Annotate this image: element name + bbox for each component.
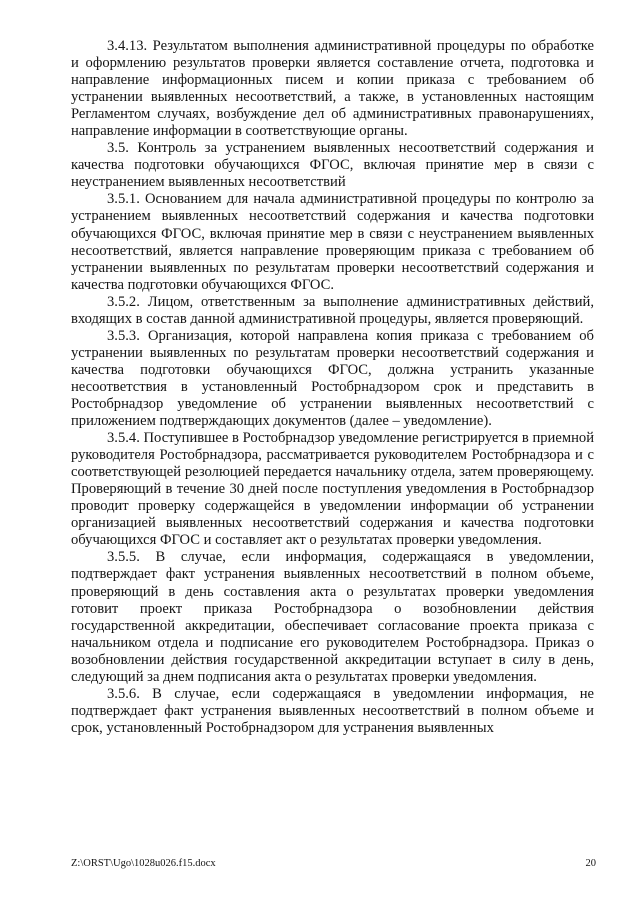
paragraph-3-4-13: 3.4.13. Результатом выполнения административной процедуры по обработке и оформлению результатов проверки является составление отчета, подготовка и направление информационных писем и копии приказа с требованием об устранении выявленных несоответствий, а также, в установленных настоящим Регламентом случаях, возбуждение дел об административных правонарушениях, направление информации в соответствующие органы. (71, 38, 594, 140)
page-footer (71, 857, 596, 871)
paragraph-3-5-5: 3.5.5. В случае, если информация, содержащаяся в уведомлении, подтверждает факт устранения выявленных несоответствий в полном объеме, проверяющий в день составления акта о результатах проверки уведомления готовит проект приказа Ростобрнадзора о возобновлении действия государственной аккредитации, обеспечивает согласование проекта приказа с начальником отдела и подписание его руководителем Ростобрнадзора. Приказ о возобновлении действия государственной аккредитации вступает в силу в день, следующий за днем подписания акта о результатах проверки уведомления. (71, 549, 594, 685)
paragraph-3-5-4: 3.5.4. Поступившее в Ростобрнадзор уведомление регистрируется в приемной руководителя Ростобрнадзора, рассматривается руководителем Ростобрнадзора и с соответствующей резолюцией передается начальнику отдела, затем проверяющему. Проверяющий в течение 30 дней после поступления уведомления в Ростобрнадзор проводит проверку содержащейся в уведомлении информации об устранении организацией выявленных несоответствий содержания и качества подготовки обучающихся ФГОС и составляет акт о результатах проверки уведомления. (71, 430, 594, 549)
document-body (71, 38, 594, 737)
paragraph-3-5-6: 3.5.6. В случае, если содержащаяся в уведомлении информация, не подтверждает факт устранения выявленных несоответствий в полном объеме и срок, установленный Ростобрнадзором для устранения выявленных (71, 685, 594, 736)
paragraph-3-5-2: 3.5.2. Лицом, ответственным за выполнение административных действий, входящих в состав данной административной процедуры, является проверяющий. (71, 293, 594, 327)
section-heading-3-5: 3.5. Контроль за устранением выявленных несоответствий содержания и качества подготовки обучающихся ФГОС, включая принятие мер в связи с неустранением выявленных несоответствий (71, 140, 594, 191)
paragraph-3-5-3: 3.5.3. Организация, которой направлена копия приказа с требованием об устранении выявленных по результатам проверки несоответствий содержания и качества подготовки обучающихся ФГОС, должна устранить указанные несоответствия в установленный Ростобрнадзором срок и представить в Ростобрнадзор уведомление об устранении выявленных несоответствий с приложением подтверждающих документов (далее – уведомление). (71, 327, 594, 430)
paragraph-3-5-1: 3.5.1. Основанием для начала административной процедуры по контролю за устранением выявленных несоответствий содержания и качества подготовки обучающихся ФГОС, включая принятие мер в связи с неустранением выявленных несоответствий, является направление проверяющим приказа с требованием об устранении выявленных по результатам проверки несоответствий содержания и качества подготовки обучающихся ФГОС. (71, 191, 594, 293)
footer-file-path: Z:\ORST\Ugo\1028u026.f15.docx (71, 858, 216, 869)
page-number: 20 (585, 858, 596, 869)
